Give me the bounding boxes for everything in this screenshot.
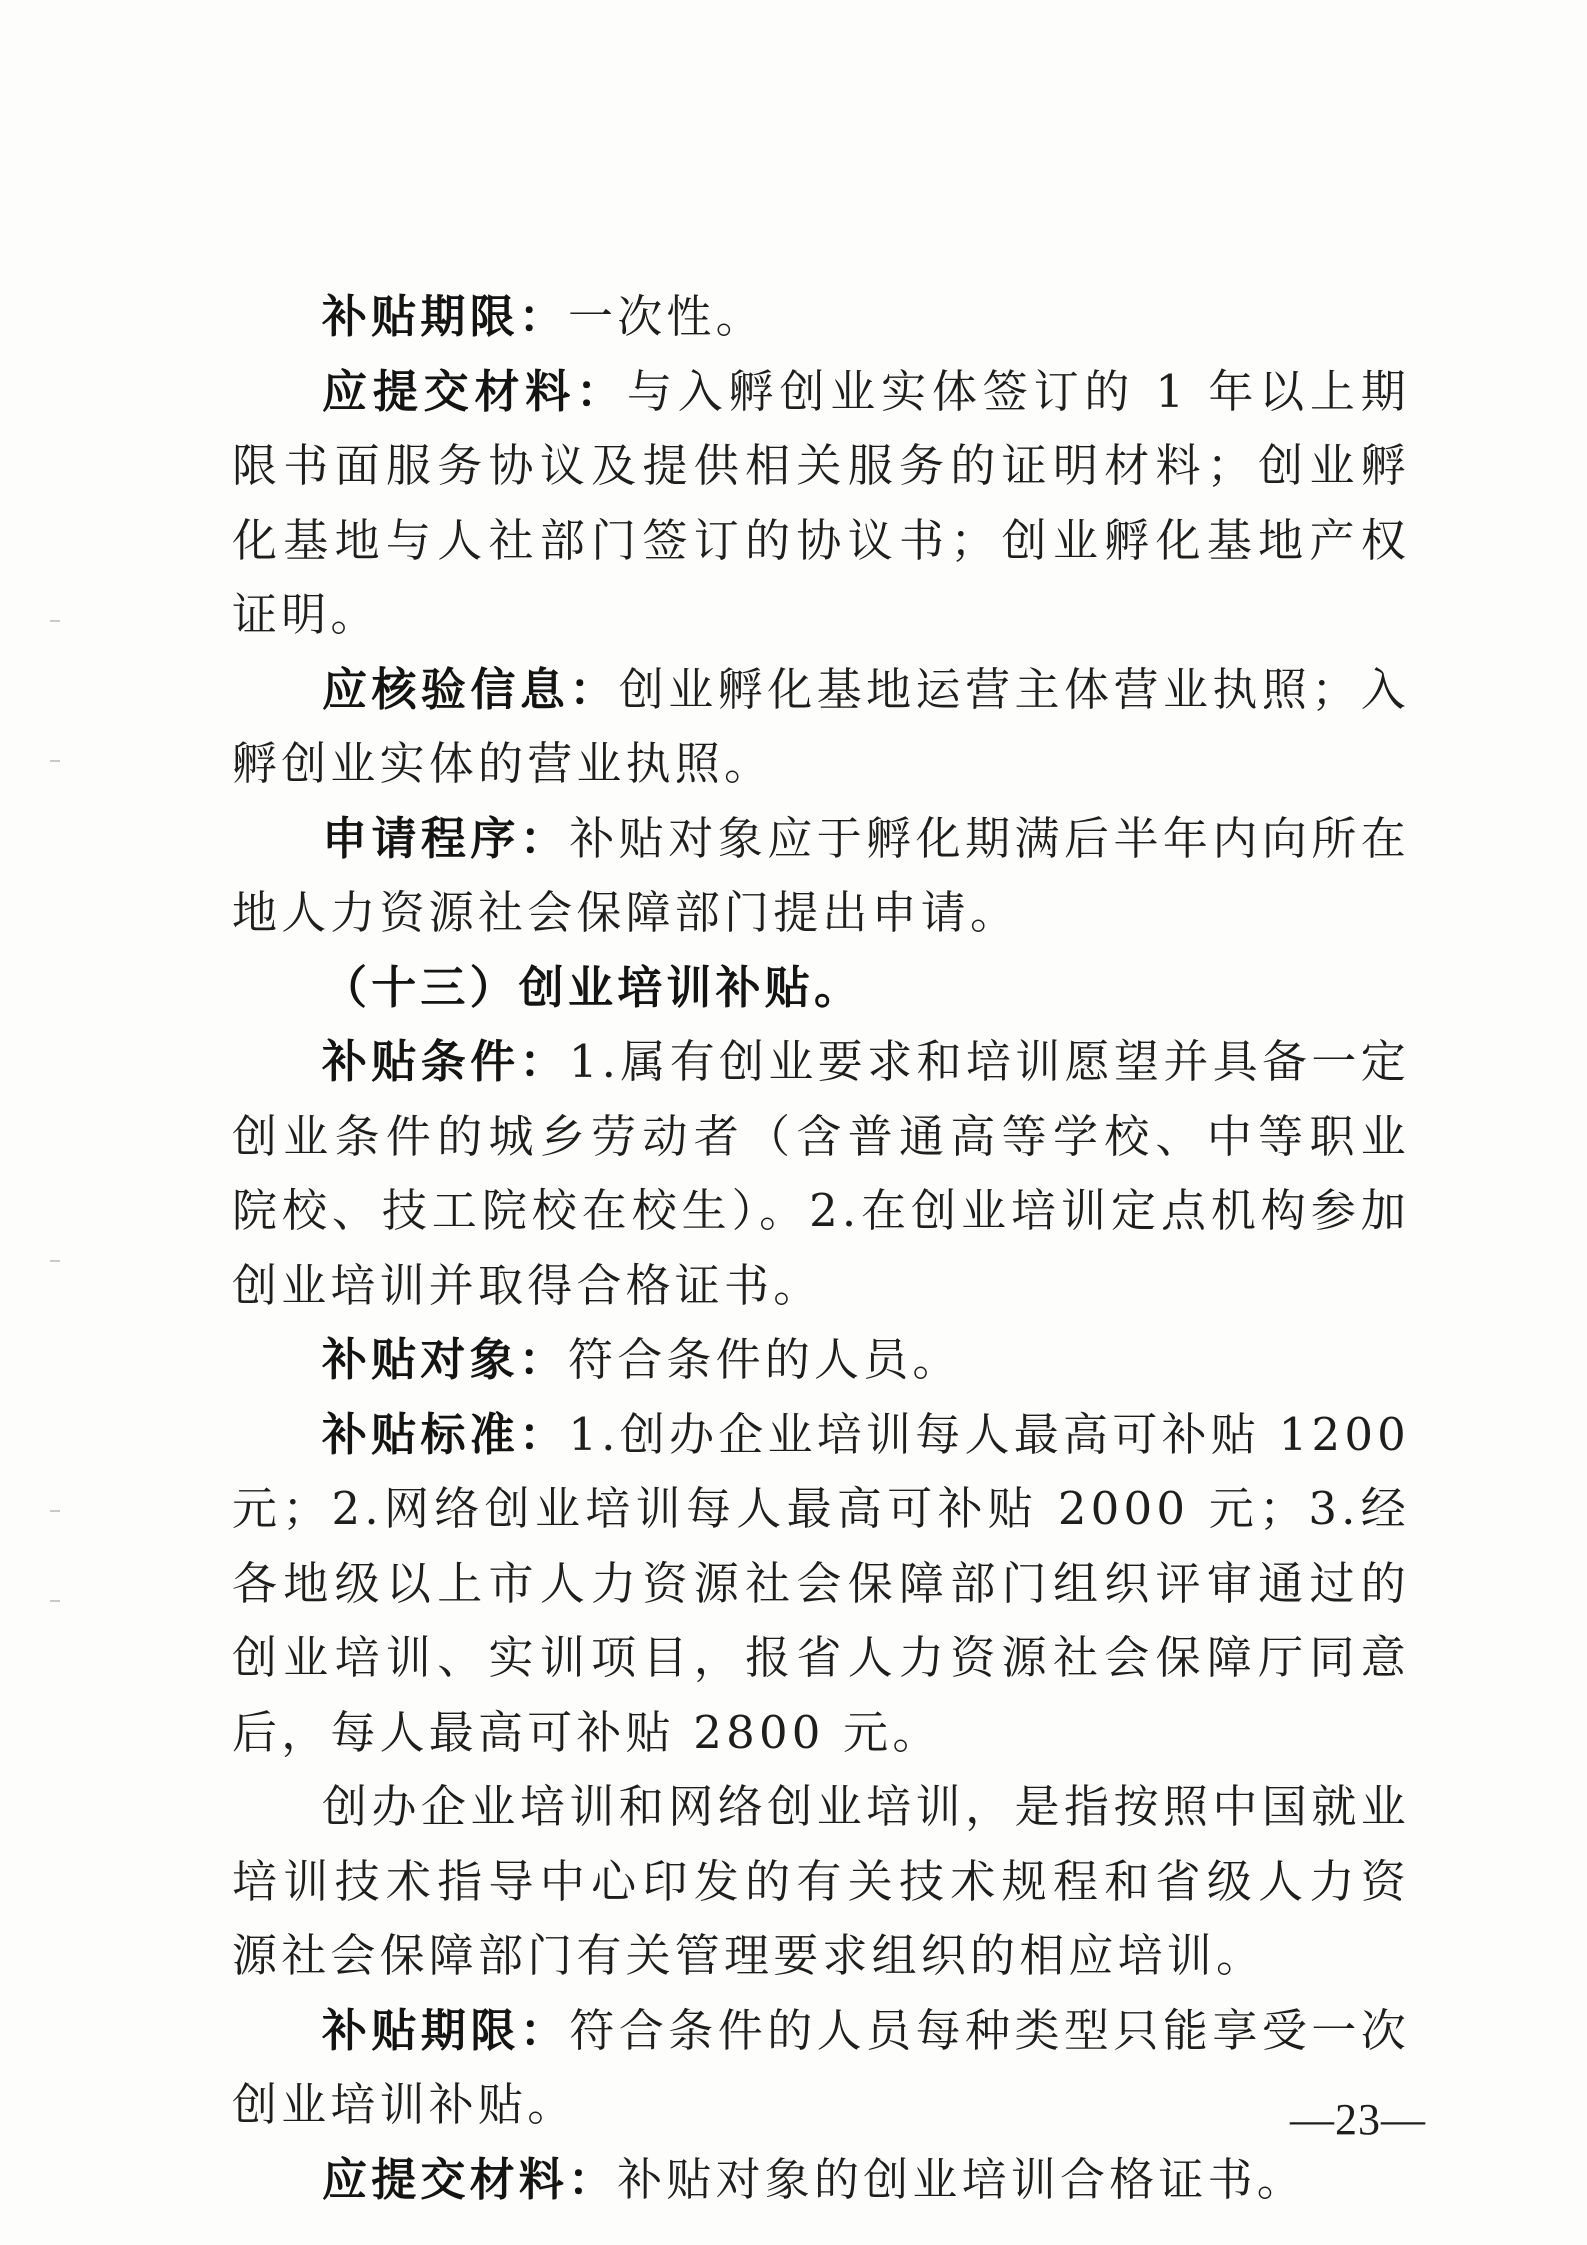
paragraph-text: 创业孵化基地运营主体营业执照；入孵创业实体的营业执照。 bbox=[232, 662, 1411, 790]
paragraph bbox=[232, 653, 1410, 802]
paragraph-lead: 补贴标准： bbox=[322, 1407, 569, 1461]
paragraph bbox=[232, 1770, 1410, 1994]
paragraph bbox=[232, 1994, 1410, 2143]
paragraph bbox=[232, 1025, 1410, 1323]
paragraph-text: 1.属有创业要求和培训愿望并具备一定创业条件的城乡劳动者（含普通高等学校、中等职业院校、技工院校在校生）。2.在创业培训定点机构参加创业培训并取得合格证书。 bbox=[232, 1035, 1410, 1312]
paragraph bbox=[232, 2143, 1410, 2218]
paragraph-text: 符合条件的人员每种类型只能享受一次创业培训补贴。 bbox=[232, 2003, 1410, 2131]
scan-mark bbox=[50, 760, 60, 762]
scan-mark bbox=[50, 1260, 60, 1262]
section-heading-text: （十三）创业培训补贴。 bbox=[322, 960, 864, 1014]
paragraph-lead: 应提交材料： bbox=[322, 2152, 618, 2206]
paragraph bbox=[232, 355, 1410, 653]
paragraph bbox=[232, 280, 1410, 355]
paragraph-text: 创办企业培训和网络创业培训，是指按照中国就业培训技术指导中心印发的有关技术规程和省级人力资源社会保障部门有关管理要求组织的相应培训。 bbox=[232, 1780, 1410, 1982]
paragraph-lead: 补贴条件： bbox=[322, 1035, 569, 1088]
scan-mark bbox=[50, 1510, 60, 1512]
paragraph-text: 与入孵创业实体签订的 1 年以上期限书面服务协议及提供相关服务的证明材料；创业孵化基地与人社部门签订的协议书；创业孵化基地产权证明。 bbox=[232, 364, 1411, 641]
paragraph-text: 1.创办企业培训每人最高可补贴 1200 元；2.网络创业培训每人最高可补贴 2000 元；3.经各地级以上市人力资源社会保障部门组织评审通过的创业培训、实训项目，报省人力资源社会保障厅同意后，每人最高可补贴 2800 元。 bbox=[232, 1407, 1410, 1759]
paragraph-text: 补贴对象的创业培训合格证书。 bbox=[617, 2152, 1307, 2206]
page-number: —23— bbox=[1290, 2095, 1426, 2144]
paragraph-lead: 补贴期限： bbox=[322, 290, 569, 343]
paragraph-text: 符合条件的人员。 bbox=[568, 1333, 962, 1386]
scan-mark bbox=[50, 620, 60, 622]
scan-mark bbox=[50, 1600, 60, 1602]
paragraph-lead: 补贴期限： bbox=[322, 2003, 570, 2057]
section-heading bbox=[232, 951, 1410, 1026]
paragraph-lead: 补贴对象： bbox=[322, 1333, 569, 1386]
paragraph-lead: 应提交材料： bbox=[322, 364, 627, 418]
paragraph-text: 一次性。 bbox=[568, 290, 765, 343]
document-body bbox=[232, 280, 1410, 2217]
paragraph bbox=[232, 1323, 1410, 1398]
paragraph-text: 补贴对象应于孵化期满后半年内向所在地人力资源社会保障部门提出申请。 bbox=[232, 811, 1410, 939]
paragraph-lead: 应核验信息： bbox=[322, 662, 619, 716]
paragraph bbox=[232, 1398, 1410, 1771]
paragraph bbox=[232, 802, 1410, 951]
paragraph-lead: 申请程序： bbox=[322, 811, 570, 865]
